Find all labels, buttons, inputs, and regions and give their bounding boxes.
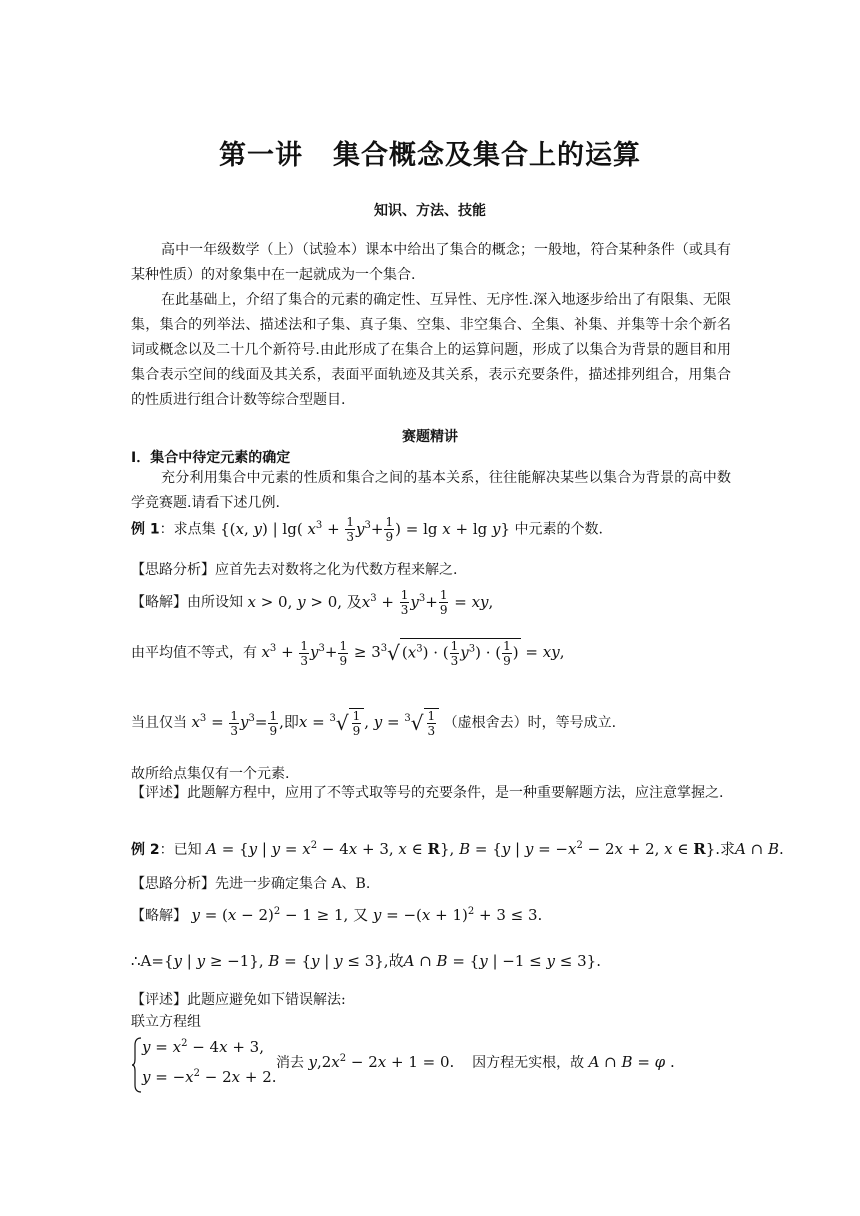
example1-solution	[131, 588, 493, 617]
inequality-prefix: 由平均值不等式，有	[131, 645, 257, 661]
title-topic: 集合概念及集合上的运算	[333, 140, 641, 171]
comment-text-2: 此题应避免如下错误解法:	[187, 992, 346, 1008]
equality-prefix: 当且仅当	[131, 715, 187, 731]
analysis-label-2: 【思路分析】	[131, 876, 215, 892]
solution-prefix: 由所设知	[187, 594, 243, 611]
example2-label: 例 2	[131, 842, 160, 858]
example1-set-formula: {(x, y) | lg( $x^3$ + $\frac{1}{3}$ $y^3+$ $\frac{1}{9}$ ) = lg x + lg y}	[220, 515, 511, 544]
analysis-text: 应首先去对数将之化为代数方程来解之.	[215, 562, 458, 578]
example1-comment	[131, 781, 731, 806]
example2-comment	[131, 989, 346, 1009]
example1-conclusion: 故所给点集仅有一个元素.	[131, 766, 290, 782]
example2-prefix: ：已知	[159, 842, 202, 858]
comment-label-2: 【评述】	[131, 992, 187, 1008]
no-root-text: 因方程无实根，故	[472, 1055, 585, 1071]
system-equation-1: $y = x^2 - 4x + 3$,	[142, 1038, 264, 1056]
example2-solution	[131, 904, 542, 925]
analysis-label: 【思路分析】	[131, 562, 215, 578]
solution-label: 【略解】	[131, 594, 187, 611]
wrong-solution-line	[276, 1052, 675, 1072]
example1-suffix: 中元素的个数.	[514, 521, 603, 538]
example1-label: 例 1	[131, 521, 160, 538]
section-title: 赛题精讲	[402, 429, 458, 445]
eliminate-text: 消去	[276, 1055, 304, 1071]
example2-sets-formula: A = {y | $y = x^2 - 4x + 3$, x ∈ R}, B = {y | $y = -x^2 - 2x + 2$, x ∈ R}.求A ∩ B.	[206, 840, 784, 858]
page-title	[0, 133, 860, 172]
eliminate-formula: $y,2x^2 - 2x + 1 = 0$.	[308, 1053, 455, 1071]
intro-paragraph-1: 高中一年级数学（上）（试验本）课本中给出了集合的概念；一般地，符合某种条件（或具有某种性质）的对象集中在一起就成为一个集合.	[131, 242, 731, 283]
title-lecture: 第一讲	[219, 140, 303, 171]
example1-statement	[131, 515, 603, 544]
comment-text: 此题解方程中，应用了不等式取等号的充要条件，是一种重要解题方法，应注意掌握之.	[187, 785, 724, 801]
solution-condition-formula: x > 0, y > 0, 及$x^3$ + $\frac{1}{3}$ $y^3+$ $\frac{1}{9}$ = xy,	[247, 588, 494, 617]
analysis-text-2: 先进一步确定集合 A、B.	[215, 876, 371, 892]
solution-label-2: 【略解】	[131, 908, 187, 924]
example1-equality	[131, 708, 616, 738]
example2-result	[131, 950, 601, 971]
section-intro: 充分利用集合中元素的性质和集合之间的基本关系，往往能解决某些以集合为背景的高中数学竞赛题.请看下述几例.	[131, 470, 731, 511]
comment-label: 【评述】	[131, 785, 187, 801]
example1-inequality	[131, 638, 564, 668]
equality-note: （虚根舍去）时，等号成立.	[443, 715, 617, 731]
example2-statement	[131, 838, 784, 859]
intro-paragraph-2: 在此基础上，介绍了集合的元素的确定性、互异性、无序性.深入地逐步给出了有限集、无限集，集合的列举法、描述法和子集、真子集、空集、非空集合、全集、补集、并集等十余个新名词或概念以及二十几个新符号.由此形成了在集合上的运算问题，形成了以集合为背景的题目和用集合表示空间的线面及其关系，表面平面轨迹及其关系，表示充要条件，描述排列组合，用集合的性质进行组合计数等综合型题目.	[131, 292, 731, 408]
subtitle: 知识、方法、技能	[374, 203, 486, 219]
result-formula: ∴A={y | y ≥ −1}, B = {y | y ≤ 3},故A ∩ B = {y | −1 ≤ y ≤ 3}.	[131, 952, 601, 970]
example2-analysis	[131, 873, 370, 893]
example1-analysis	[131, 559, 457, 579]
example1-prefix: ：求点集	[159, 521, 216, 538]
equality-formula: $x^3$ = $\frac{1}{3}$ $y^3=$ $\frac{1}{9}$ ,即x = $^3$√ $\frac{1}{9}$ , y = $^3$√ $\frac{1}{3}$	[191, 713, 439, 731]
joint-equations-label: 联立方程组	[131, 1014, 201, 1030]
section-heading: Ⅰ．集合中待定元素的确定	[131, 450, 291, 466]
system-equation-2: $y = -x^2 - 2x + 2$.	[142, 1068, 277, 1086]
solution-formula-2: $y = (x - 2)^2 - 1 \ge 1$, 又 $y = -(x + 1)^2 + 3 \le 3$.	[191, 906, 543, 924]
am-gm-formula: $x^3$ + $\frac{1}{3}$ $y^3+$ $\frac{1}{9}$ ≥ $3^3√$ $(x^3)$ · ( $\frac{1}{3}$ $y^3$) · ( $\frac{1}{9}$ ) = xy,	[261, 638, 565, 668]
empty-set-formula: A ∩ B = φ .	[588, 1053, 675, 1071]
